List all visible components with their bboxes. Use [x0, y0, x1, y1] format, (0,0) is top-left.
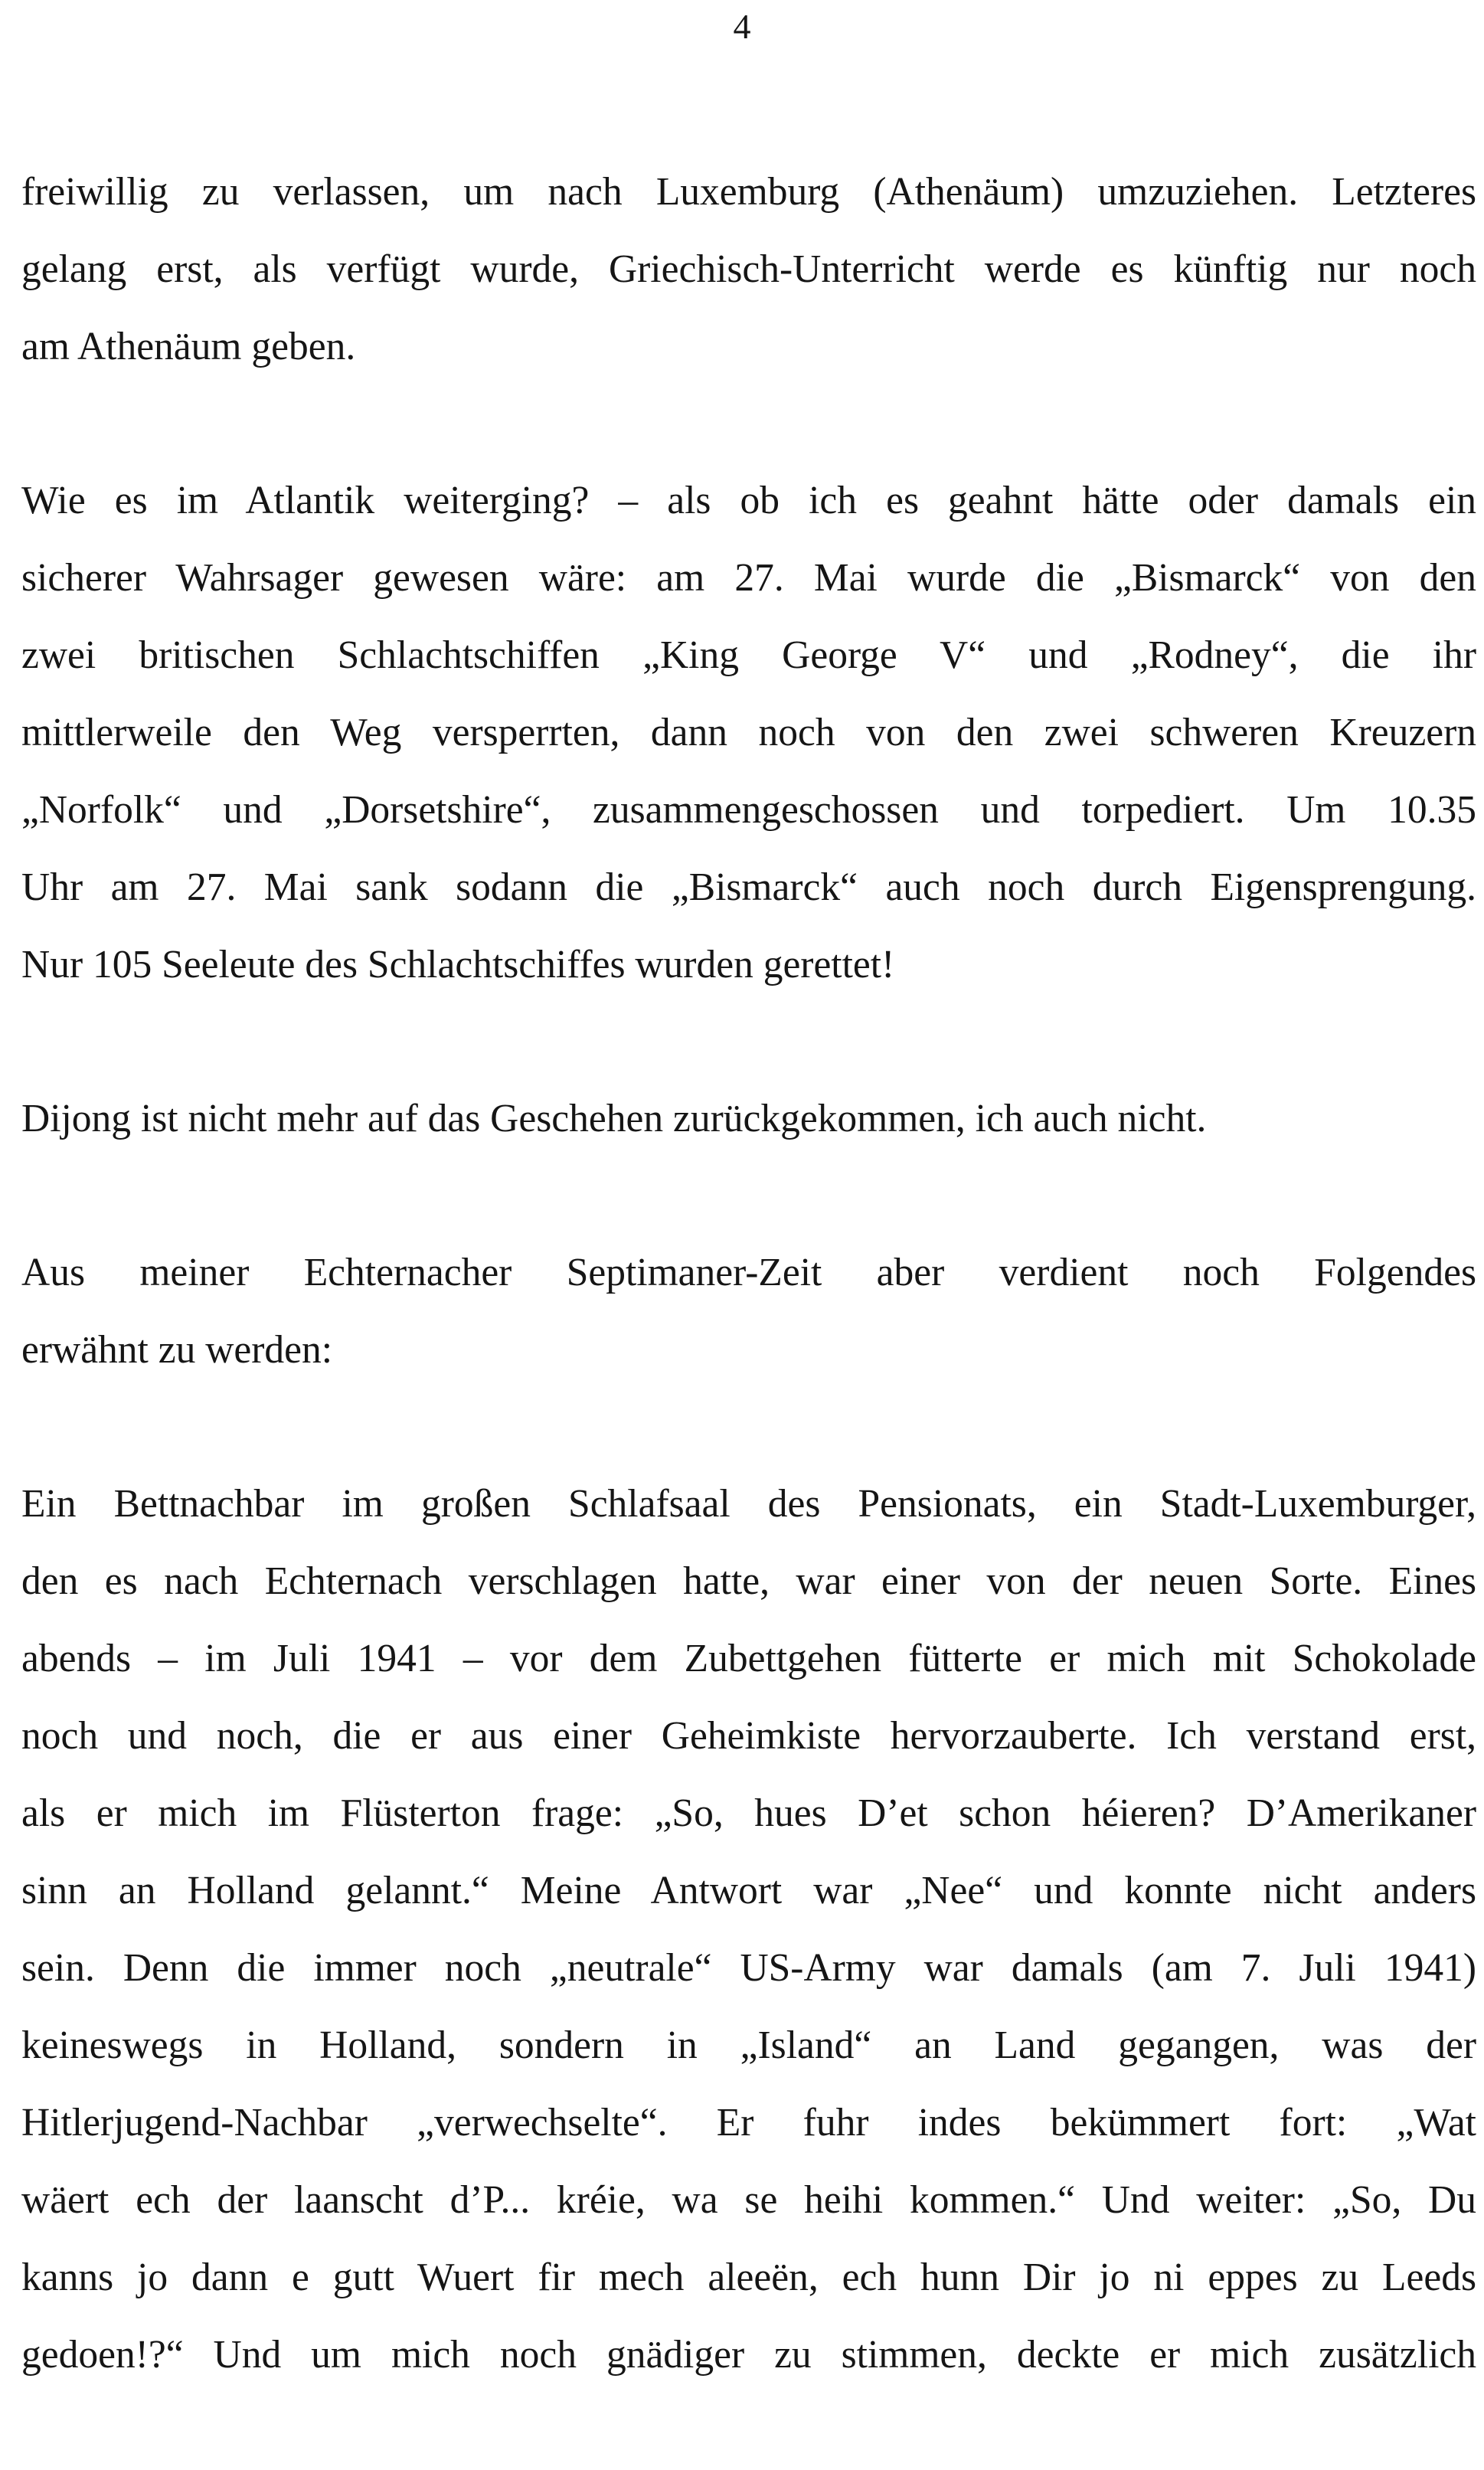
text-line: gedoen!?“ Und um mich noch gnädiger zu stimmen, deckte er mich zusätzlich	[21, 2333, 1476, 2377]
text-line: mittlerweile den Weg versperrten, dann noch von den zwei schweren Kreuzern	[21, 711, 1476, 754]
text-line: Uhr am 27. Mai sank sodann die „Bismarck“ auch noch durch Eigensprengung.	[21, 865, 1476, 909]
text-line: Nur 105 Seeleute des Schlachtschiffes wurden gerettet!	[21, 943, 895, 986]
paragraph-4	[21, 1234, 1476, 1389]
paragraph-3	[21, 1080, 1476, 1157]
text-line: zwei britischen Schlachtschiffen „King George V“ und „Rodney“, die ihr	[21, 633, 1476, 677]
document-body	[21, 153, 1476, 2470]
text-line: keineswegs in Holland, sondern in „Island“ an Land gegangen, was der	[21, 2023, 1476, 2067]
paragraph-1	[21, 153, 1476, 385]
text-line: sicherer Wahrsager gewesen wäre: am 27. Mai wurde die „Bismarck“ von den	[21, 556, 1476, 600]
text-line: Wie es im Atlantik weiterging? – als ob ich es geahnt hätte oder damals ein	[21, 479, 1476, 522]
text-line: freiwillig zu verlassen, um nach Luxemburg (Athenäum) umzuziehen. Letzteres	[21, 170, 1476, 214]
text-line: Ein Bettnachbar im großen Schlafsaal des Pensionats, ein Stadt-Luxemburger,	[21, 1482, 1476, 1526]
text-line: Hitlerjugend-Nachbar „verwechselte“. Er fuhr indes bekümmert fort: „Wat	[21, 2101, 1476, 2144]
text-line: am Athenäum geben.	[21, 325, 356, 368]
text-line: wäert ech der laanscht d’P... kréie, wa se heihi kommen.“ Und weiter: „So, Du	[21, 2178, 1476, 2222]
text-line: noch und noch, die er aus einer Geheimkiste hervorzauberte. Ich verstand erst,	[21, 1714, 1476, 1758]
text-line: erwähnt zu werden:	[21, 1328, 333, 1372]
text-line: den es nach Echternach verschlagen hatte, war einer von der neuen Sorte. Eines	[21, 1559, 1476, 1603]
text-line: abends – im Juli 1941 – vor dem Zubettgehen fütterte er mich mit Schokolade	[21, 1637, 1476, 1680]
text-line: gelang erst, als verfügt wurde, Griechisch-Unterricht werde es künftig nur noch	[21, 247, 1476, 291]
text-line: als er mich im Flüsterton frage: „So, hues D’et schon héieren? D’Amerikaner	[21, 1791, 1476, 1835]
paragraph-2	[21, 462, 1476, 1003]
text-line: sinn an Holland gelannt.“ Meine Antwort war „Nee“ und konnte nicht anders	[21, 1869, 1476, 1912]
text-line: Aus meiner Echternacher Septimaner-Zeit aber verdient noch Folgendes	[21, 1251, 1476, 1294]
text-line: kanns jo dann e gutt Wuert fir mech aleeën, ech hunn Dir jo ni eppes zu Leeds	[21, 2256, 1476, 2299]
text-line: sein. Denn die immer noch „neutrale“ US-Army war damals (am 7. Juli 1941)	[21, 1946, 1476, 1990]
text-line: Dijong ist nicht mehr auf das Geschehen zurückgekommen, ich auch nicht.	[21, 1097, 1207, 1140]
page-number: 4	[733, 7, 751, 46]
paragraph-5	[21, 1465, 1476, 2393]
text-line: „Norfolk“ und „Dorsetshire“, zusammengeschossen und torpediert. Um 10.35	[21, 788, 1476, 832]
